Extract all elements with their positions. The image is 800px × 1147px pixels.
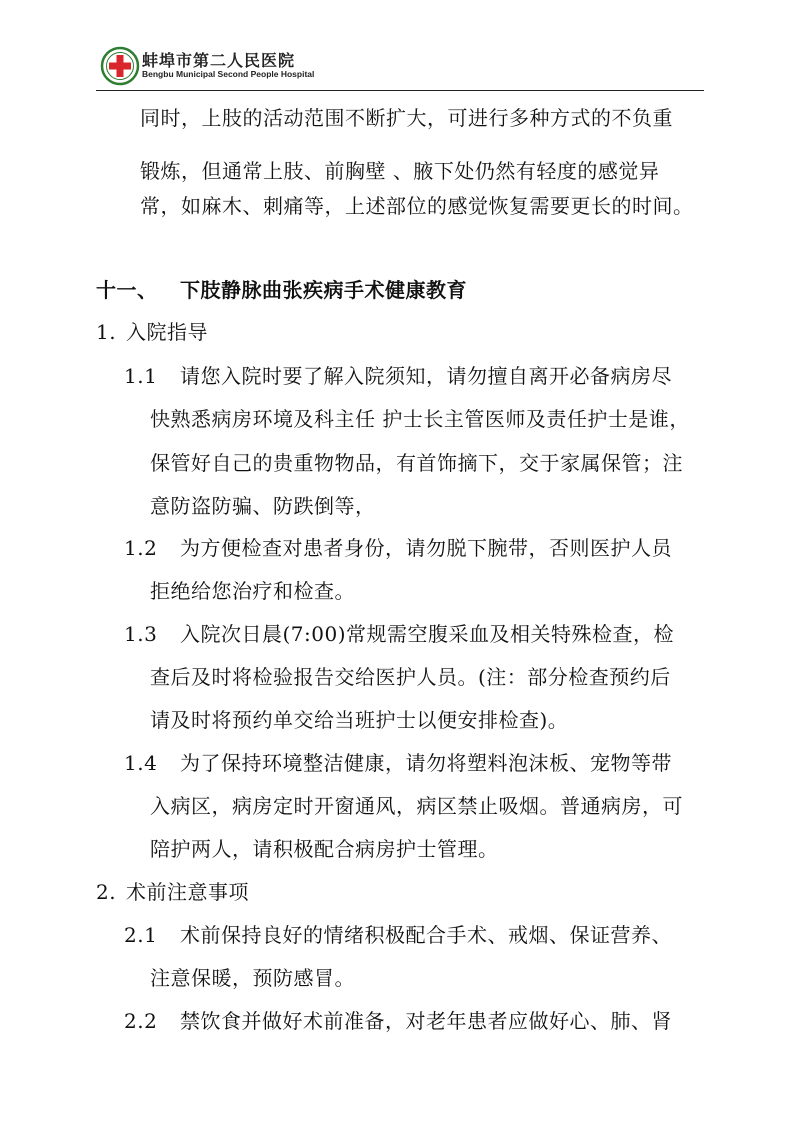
item-text: 入病区，病房定时开窗通风，病区禁止吸烟。普通病房，可	[150, 794, 683, 818]
item-text: 为方便检查对患者身份，请勿脱下腕带，否则医护人员	[180, 536, 672, 560]
list-item	[124, 536, 672, 560]
hospital-name-cn: 蚌埠市第二人民医院	[142, 51, 296, 70]
list-item	[124, 923, 672, 947]
list-item	[124, 622, 674, 646]
item-text: 查后及时将检验报告交给医护人员。(注：部分检查预约后	[150, 665, 671, 689]
item-text: 拒绝给您治疗和检查。	[150, 579, 355, 603]
hospital-logo-icon	[100, 46, 140, 86]
item-text: 请及时将预约单交给当班护士以便安排检查)。	[150, 708, 569, 732]
header-divider	[96, 90, 704, 91]
item-number: 1.2	[124, 536, 158, 560]
item-text: 陪护两人，请积极配合病房护士管理。	[150, 837, 499, 861]
item-text: 意防盗防骗、防跌倒等，	[150, 494, 376, 518]
item-text: 禁饮食并做好术前准备，对老年患者应做好心、肺、肾	[180, 1009, 672, 1033]
section-title: 下肢静脉曲张疾病手术健康教育	[180, 278, 467, 302]
item-label: 入院指导	[126, 320, 208, 344]
list-heading	[96, 880, 249, 904]
item-number: 2.2	[124, 1009, 158, 1033]
hospital-name-en: Bengbu Municipal Second People Hospital	[142, 69, 315, 79]
item-number: 2.1	[124, 923, 158, 947]
item-number: 1.3	[124, 622, 158, 646]
page-header	[96, 44, 704, 90]
intro-line: 同时，上肢的活动范围不断扩大，可进行多种方式的不负重	[140, 106, 673, 130]
intro-line: 常，如麻木、刺痛等，上述部位的感觉恢复需要更长的时间。	[140, 194, 694, 218]
section-number: 十一、	[96, 278, 158, 302]
item-number: 1.1	[124, 364, 158, 388]
item-text: 保管好自己的贵重物物品，有首饰摘下，交于家属保管；注	[150, 451, 683, 475]
item-label: 术前注意事项	[126, 880, 249, 904]
list-heading	[96, 320, 208, 344]
item-number: 2.	[96, 880, 117, 904]
intro-line: 锻炼，但通常上肢、前胸壁 、腋下处仍然有轻度的感觉异	[140, 159, 660, 183]
item-text: 术前保持良好的情绪积极配合手术、戒烟、保证营养、	[180, 923, 672, 947]
item-number: 1.	[96, 320, 117, 344]
item-number: 1.4	[124, 751, 158, 775]
list-item	[124, 751, 672, 775]
list-item	[124, 364, 672, 388]
item-text: 注意保暖，预防感冒。	[150, 966, 355, 990]
item-text: 快熟悉病房环境及科主任 护士长主管医师及责任护士是谁，	[150, 407, 690, 431]
list-item	[124, 1009, 672, 1033]
item-text: 请您入院时要了解入院须知，请勿擅自离开必备病房尽	[180, 364, 672, 388]
item-text: 为了保持环境整洁健康，请勿将塑料泡沫板、宠物等带	[180, 751, 672, 775]
item-text: 入院次日晨(7:00)常规需空腹采血及相关特殊检查，检	[180, 622, 675, 646]
section-heading	[96, 278, 467, 302]
